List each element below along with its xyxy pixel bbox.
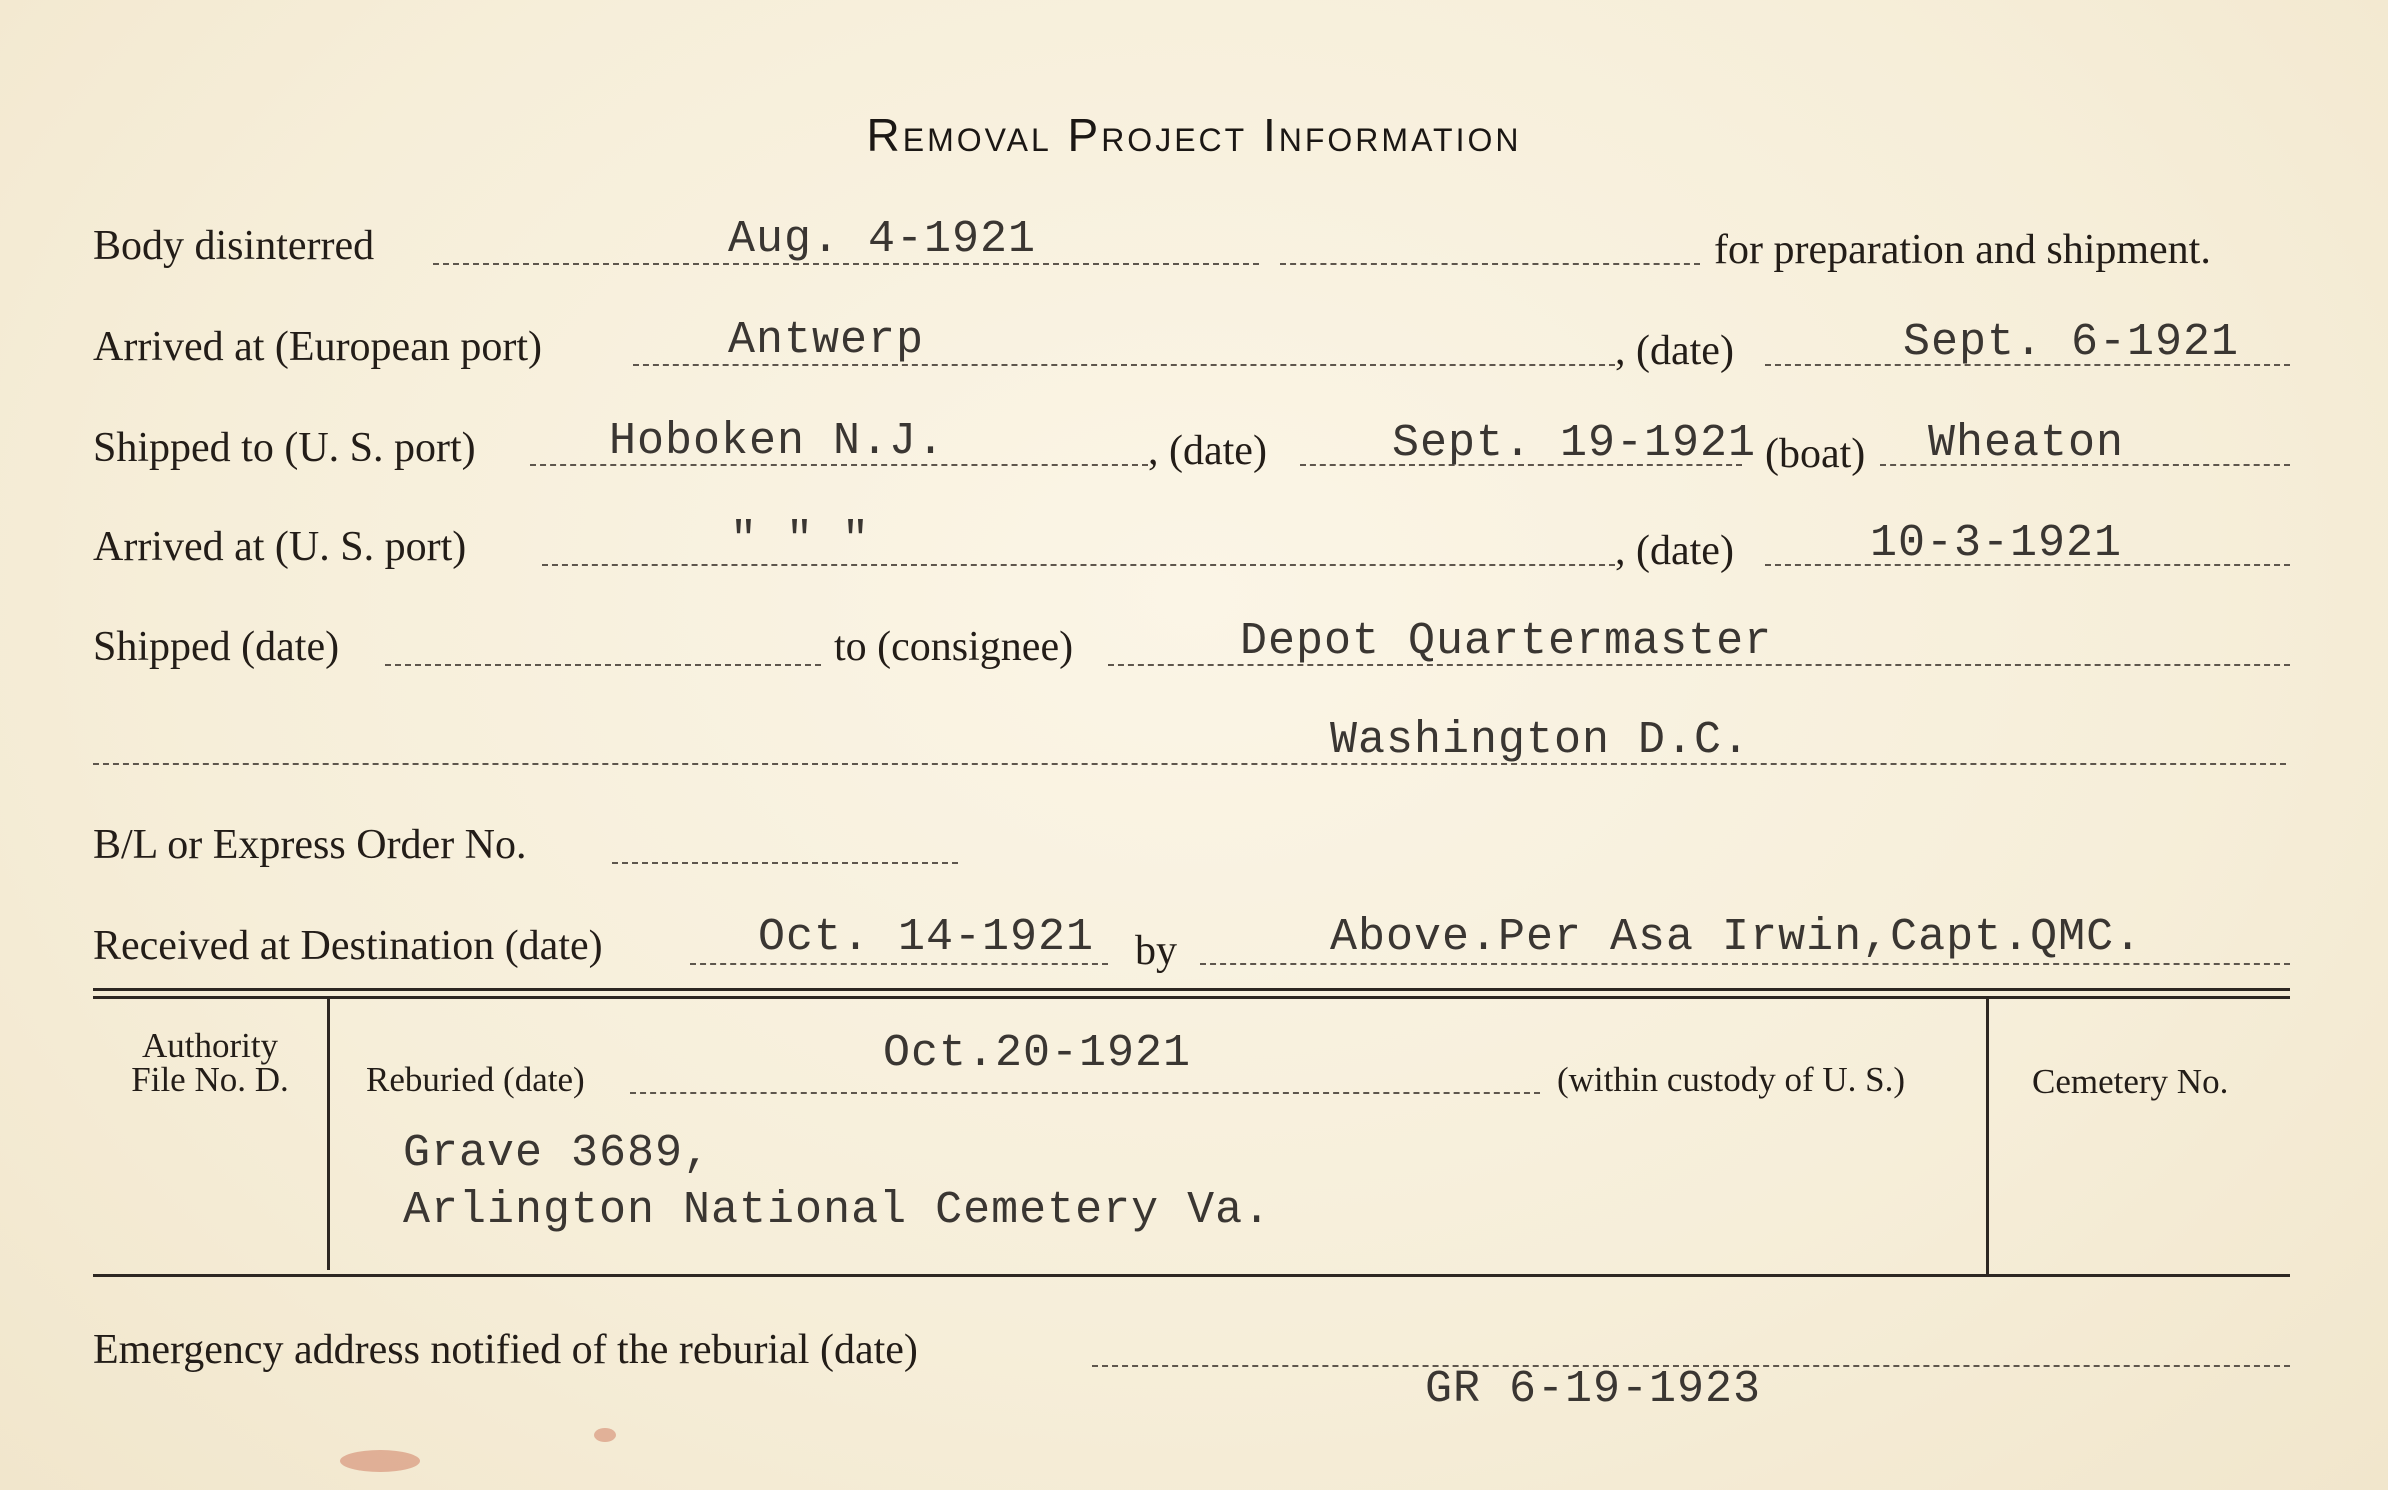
shipped-us-label: Shipped to (U. S. port) [93,425,476,471]
emergency-value: GR 6-19-1923 [1425,1364,1762,1415]
arrived-us-value: " " " [730,515,871,566]
shipped-us-boat-value: Wheaton [1928,418,2125,469]
arrived-us-date-value: 10-3-1921 [1870,518,2123,569]
received-label: Received at Destination (date) [93,923,603,969]
received-value: Oct. 14-1921 [758,912,1095,963]
box-divider-right [1986,998,1989,1274]
emergency-label: Emergency address notified of the reburial (date) [93,1327,918,1373]
shipped-us-boat-label: (boat) [1765,431,1866,477]
shipped-us-date-value: Sept. 19-1921 [1392,418,1757,469]
grave-line-2: Arlington National Cemetery Va. [403,1185,1272,1236]
bl-order-label: B/L or Express Order No. [93,822,527,868]
consignee-value-1: Depot Quartermaster [1240,616,1773,667]
arrived-us-date-label: , (date) [1615,528,1734,574]
authority-label-2: File No. D. [131,1060,289,1099]
grave-line-1: Grave 3689, [403,1128,712,1179]
box-top-rule-2 [93,996,2290,999]
received-line [690,963,1108,965]
stain-mark [340,1450,420,1472]
body-disinterred-suffix: for preparation and shipment. [1714,227,2211,273]
arrived-us-label: Arrived at (U. S. port) [93,524,467,570]
body-disinterred-label: Body disinterred [93,223,375,269]
arrived-european-date-label: , (date) [1615,328,1734,374]
received-by-value: Above.Per Asa Irwin,Capt.QMC. [1330,912,2143,963]
arrived-european-value: Antwerp [728,315,925,366]
received-by-label: by [1135,928,1177,974]
consignee-line-2 [93,763,2286,765]
shipped-date-label: Shipped (date) [93,624,340,670]
card-title: Removal Project Information [866,109,1522,161]
reburied-label: Reburied (date) [366,1060,585,1099]
cemetery-no-label: Cemetery No. [2032,1062,2229,1101]
shipped-date-line [385,664,821,666]
consignee-value-2: Washington D.C. [1330,715,1751,766]
shipped-us-value: Hoboken N.J. [609,416,946,467]
arrived-us-line [542,564,1615,566]
box-top-rule [93,988,2290,991]
arrived-european-label: Arrived at (European port) [93,324,542,370]
authority-label-1: Authority [141,1026,279,1065]
consignee-label: to (consignee) [834,624,1074,670]
bl-order-line [612,862,958,864]
arrived-european-date-value: Sept. 6-1921 [1903,317,2240,368]
box-bottom-rule [93,1274,2290,1277]
custody-label: (within custody of U. S.) [1557,1060,1906,1099]
received-by-line [1200,963,2290,965]
reburied-line [630,1092,1540,1094]
body-disinterred-line-2 [1280,263,1700,265]
shipped-us-date-label: , (date) [1148,428,1267,474]
stain-mark-2 [594,1428,616,1442]
body-disinterred-value: Aug. 4-1921 [728,214,1037,265]
reburied-value: Oct.20-1921 [883,1028,1192,1079]
